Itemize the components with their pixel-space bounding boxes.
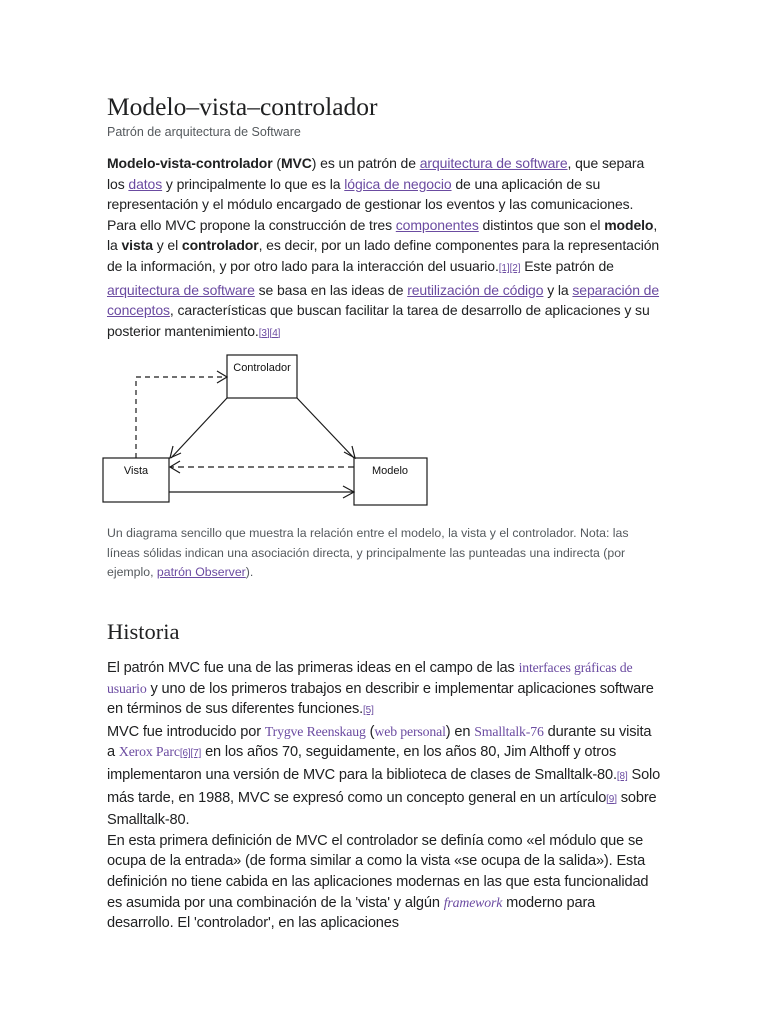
ref-link-6[interactable]: [6]	[179, 748, 191, 760]
mvc-diagram	[100, 348, 436, 514]
section-heading-historia: Historia	[107, 619, 180, 644]
link-datos[interactable]: datos	[128, 175, 163, 192]
solid-controlador-modelo-line	[297, 398, 354, 458]
page-subtitle: Patrón de arquitectura de Software	[107, 125, 301, 139]
solid-controlador-vista-line	[171, 398, 227, 458]
controlador-bold: controlador	[181, 237, 259, 254]
link-framework[interactable]: framework	[443, 894, 503, 910]
link-xerox-parc[interactable]: Xerox Parc	[118, 744, 180, 760]
historia-section	[107, 658, 663, 934]
ref-link-1[interactable]: [1]	[498, 262, 510, 274]
intro-paragraph: Modelo-vista-controlador (MVC) es un patrón de arquitectura de software, que separa los datos y principalmente lo que es la lógica de negocio de una aplicación de su representación y el módulo encargado de gestionar los eventos y las comunicaciones. Para ello MVC propone la construcción de tres componentes distintos que son el modelo, la vista y el controlador, es decir, por un lado define componentes para la representación de la información, y por otro lado para la interacción del usuario.[1][2] Este patrón de arquitectura de software se basa en las ideas de reutilización de código y la separación de conceptos, características que buscan facilitar la tarea de desarrollo de aplicaciones y su posterior mantenimiento.[3][4]	[107, 155, 660, 339]
link-arquitectura-software-2[interactable]: arquitectura de software	[107, 281, 255, 298]
ref-link-9[interactable]: [9]	[606, 793, 617, 805]
ref-link-3[interactable]: [3]	[258, 327, 270, 339]
modelo-label: Modelo	[371, 465, 409, 477]
ref-link-2[interactable]: [2]	[509, 262, 521, 274]
link-reutilizacion-codigo[interactable]: reutilización de código	[407, 281, 544, 298]
modelo-bold: modelo	[604, 216, 654, 233]
ref-link-4[interactable]: [4]	[269, 327, 281, 339]
link-trygve-reenskaug[interactable]: Trygve Reenskaug	[264, 723, 366, 739]
historia-paragraph-2: MVC fue introducido por Trygve Reenskaug (web personal) en Smalltalk-76 durante su visita a Xerox Parc[6][7] en los años 70, seguidamente, en los años 80, Jim Althoff y otros implementaron una versión de MVC para la biblioteca de clases de Smalltalk-80.[8] Solo más tarde, en 1988, MVC se expresó como un concepto general en un artículo[9] sobre Smalltalk-80.	[107, 723, 661, 829]
term-bold: Modelo-vista-controlador	[107, 155, 273, 171]
link-web-personal[interactable]: web personal	[374, 723, 446, 739]
abbr-bold: MVC	[280, 155, 312, 171]
controlador-label: Controlador	[233, 362, 291, 374]
dashed-vista-controlador-line	[136, 377, 226, 458]
link-componentes[interactable]: componentes	[395, 216, 479, 233]
historia-paragraph-1: El patrón MVC fue una de las primeras ideas en el campo de las interfaces gráficas de usuario y uno de los primeros trabajos en describir e implementar aplicaciones software en términos de sus diferentes funciones.[5]	[107, 660, 654, 718]
link-separacion-conceptos[interactable]: separación de conceptos	[107, 281, 660, 319]
link-interfaces-graficas[interactable]: interfaces gráficas de usuario	[107, 660, 633, 696]
vista-label: Vista	[123, 465, 149, 477]
ref-link-8[interactable]: [8]	[616, 770, 628, 782]
ref-link-5[interactable]: [5]	[363, 705, 374, 717]
link-smalltalk-76[interactable]: Smalltalk-76	[474, 723, 544, 739]
link-logica-negocio[interactable]: lógica de negocio	[344, 175, 452, 192]
link-arquitectura-software[interactable]: arquitectura de software	[419, 155, 568, 171]
diagram-caption: Un diagrama sencillo que muestra la relación entre el modelo, la vista y el controlador. Nota: las líneas sólidas indican una asociación directa, y principalmente las punteadas una indirecta (por ejemplo, patrón Observer).	[107, 526, 629, 580]
solid-arrowhead-modelo	[344, 446, 355, 458]
historia-paragraph-3: En esta primera definición de MVC el controlador se definía como «el módulo que se ocupa de la entrada» (de forma similar a como la vista «se ocupa de la salida»). Esta definición no tiene cabida en las aplicaciones modernas en las que esta funcionalidad es asumida por una combinación de la 'vista' y algún framework moderno para desarrollo. El 'controlador', en las aplicaciones	[107, 832, 649, 932]
link-patron-observer[interactable]: patrón Observer	[156, 565, 246, 580]
ref-link-7[interactable]: [7]	[190, 748, 202, 760]
vista-bold: vista	[121, 237, 153, 254]
page-title: Modelo–vista–controlador	[107, 92, 378, 121]
solid-arrowhead-vista	[170, 446, 181, 458]
